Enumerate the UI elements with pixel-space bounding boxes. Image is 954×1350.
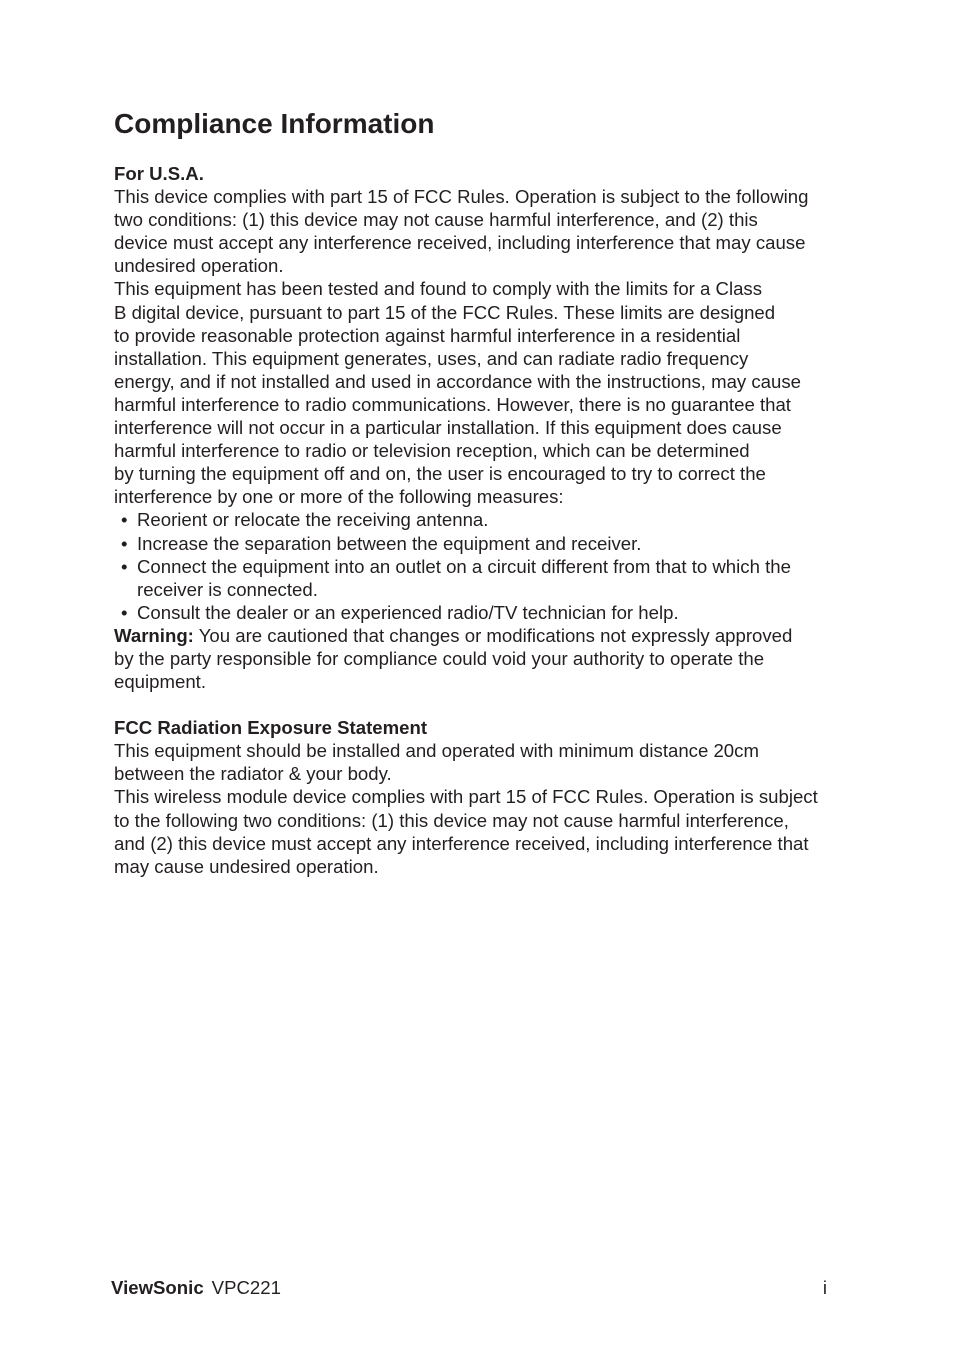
usa-paragraph-2 [114,277,854,508]
footer-brand: ViewSonic [111,1277,204,1298]
bullet-icon: • [121,555,128,577]
text-line: Connect the equipment into an outlet on a circuit different from that to which the [137,555,791,577]
list-item [114,555,854,601]
warning-paragraph [114,624,854,693]
text-line: to provide reasonable protection against harmful interference in a residential [114,324,741,346]
page-footer [111,1276,827,1299]
section-heading-usa: For U.S.A. [114,163,204,184]
text-line: by turning the equipment off and on, the user is encouraged to try to correct the [114,463,766,485]
text-line: undesired operation. [114,255,284,277]
text-line: This equipment has been tested and found to comply with the limits for a Class [114,278,763,300]
list-item [114,532,854,555]
text-line: This device complies with part 15 of FCC Rules. Operation is subject to the following [114,186,809,208]
page-number: i [822,1277,827,1298]
text-line: Consult the dealer or an experienced radio/TV technician for help. [137,601,679,623]
text-line: This wireless module device complies with part 15 of FCC Rules. Operation is subject [114,786,818,808]
document-body [114,162,854,878]
text-line: installation. This equipment generates, uses, and can radiate radio frequency [114,347,749,369]
text-line: and (2) this device must accept any interference received, including interference that [114,832,809,854]
text-line: energy, and if not installed and used in accordance with the instructions, may cause [114,370,801,392]
text-line: to the following two conditions: (1) this device may not cause harmful interference, [114,809,789,831]
text-line: interference by one or more of the following measures: [114,486,564,508]
section-heading-fcc-radiation: FCC Radiation Exposure Statement [114,717,428,739]
usa-paragraph-1 [114,185,854,277]
warning-label: Warning: [114,624,194,646]
footer-model: VPC221 [211,1277,281,1298]
text-line: may cause undesired operation. [114,855,379,877]
text-line: two conditions: (1) this device may not cause harmful interference, and (2) this [114,209,758,231]
text-line: harmful interference to radio or television reception, which can be determined [114,440,750,462]
section-gap [114,693,854,716]
text-line: Increase the separation between the equipment and receiver. [137,532,642,554]
text-line: Reorient or relocate the receiving antenna. [137,509,489,531]
text-line: harmful interference to radio communications. However, there is no guarantee that [114,393,791,415]
radiation-paragraph-1 [114,739,854,785]
text-line: by the party responsible for compliance could void your authority to operate the [114,647,765,669]
text-line: receiver is connected. [137,578,318,600]
list-item [114,508,854,531]
text-line: B digital device, pursuant to part 15 of the FCC Rules. These limits are designed [114,301,776,323]
text-line: equipment. [114,671,206,693]
page-title: Compliance Information [114,108,435,139]
text-line [114,624,854,647]
bullet-icon: • [121,601,128,623]
bullet-icon: • [121,509,128,531]
text-line: device must accept any interference received, including interference that may cause [114,232,806,254]
warning-text: You are cautioned that changes or modifications not expressly approved [193,624,793,646]
list-item [114,601,854,624]
radiation-paragraph-2 [114,785,854,877]
measures-list [114,508,854,623]
text-line: This equipment should be installed and operated with minimum distance 20cm [114,740,759,762]
bullet-icon: • [121,532,128,554]
text-line: interference will not occur in a particular installation. If this equipment does cause [114,417,782,439]
text-line: between the radiator & your body. [114,763,392,785]
